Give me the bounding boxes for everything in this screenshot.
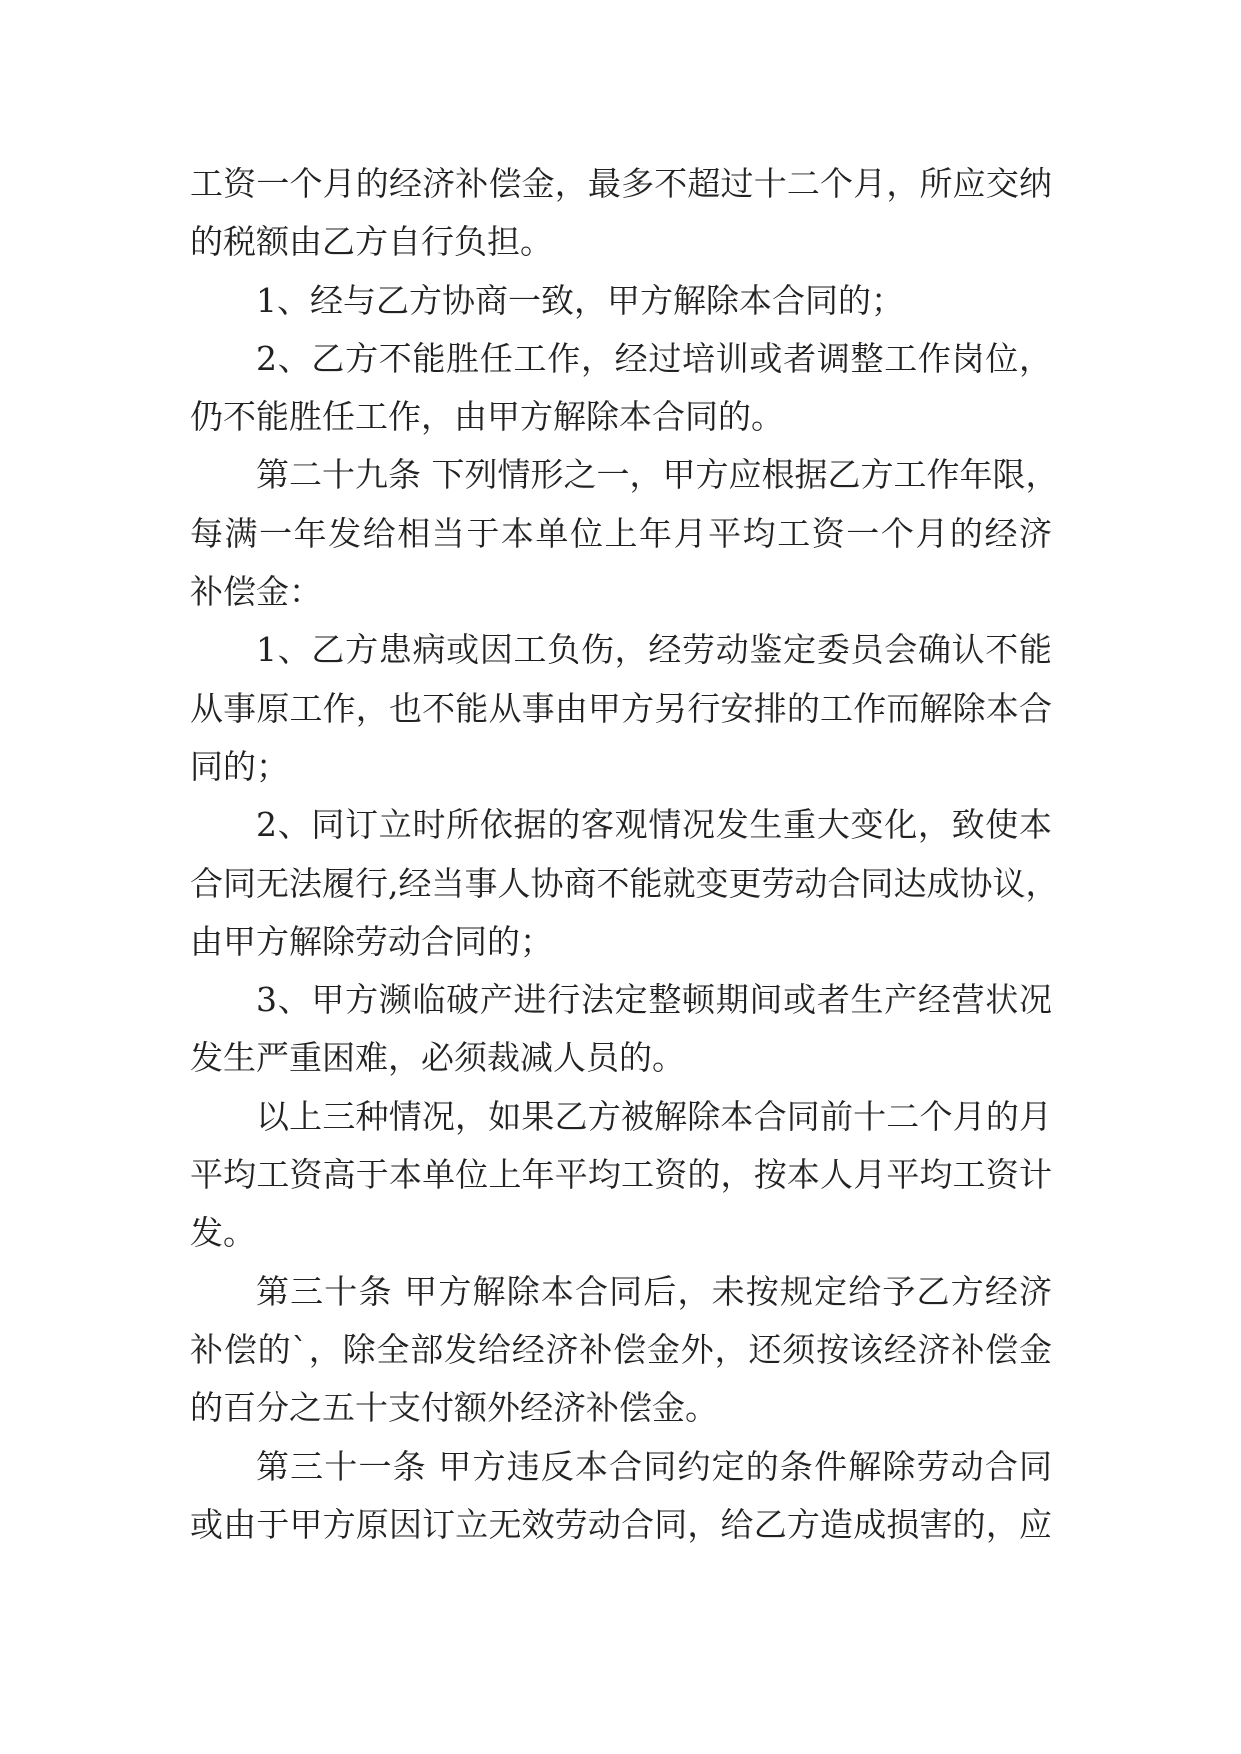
line-text: 发生严重困难，必须裁减人员的。	[190, 1038, 685, 1078]
text-line	[190, 1496, 1052, 1554]
paragraph	[190, 272, 1052, 330]
paragraph	[190, 621, 1052, 796]
text-line	[190, 796, 1052, 854]
paragraph	[190, 330, 1052, 447]
line-text: 补偿的`，除全部发给经济补偿金外，还须按该经济补偿金	[190, 1329, 1053, 1369]
line-text: 以上三种情况，如果乙方被解除本合同前十二个月的月	[256, 1096, 1053, 1136]
text-line	[190, 1263, 1052, 1321]
line-text: 的税额由乙方自行负担。	[190, 222, 553, 262]
line-text: 从事原工作，也不能从事由甲方另行安排的工作而解除本合	[190, 688, 1053, 728]
paragraph	[190, 1088, 1052, 1263]
text-line	[190, 1204, 1052, 1262]
paragraph	[190, 446, 1059, 621]
text-line	[190, 971, 1052, 1029]
line-text: 1、经与乙方协商一致，甲方解除本合同的；	[256, 280, 904, 320]
line-text: 合同无法履行,经当事人协商不能就变更劳动合同达成协议，	[190, 863, 1059, 903]
line-text: 发。	[190, 1213, 256, 1253]
line-text: 第二十九条 下列情形之一，甲方应根据乙方工作年限，	[256, 455, 1059, 495]
text-line	[190, 563, 1052, 621]
line-text: 2、乙方不能胜任工作，经过培训或者调整工作岗位，	[256, 338, 1053, 378]
text-line	[190, 1146, 1052, 1204]
text-line	[190, 913, 1052, 971]
text-line	[190, 680, 1052, 738]
line-text: 平均工资高于本单位上年平均工资的，按本人月平均工资计	[190, 1155, 1053, 1195]
line-text: 第三十一条 甲方违反本合同约定的条件解除劳动合同	[256, 1446, 1054, 1486]
line-text: 或由于甲方原因订立无效劳动合同，给乙方造成损害的，应	[190, 1504, 1053, 1544]
text-line	[190, 388, 1052, 446]
text-line	[190, 855, 1059, 913]
paragraph	[190, 1438, 1052, 1555]
text-line	[190, 272, 1052, 330]
line-text: 补偿金：	[190, 572, 322, 612]
line-text: 的百分之五十支付额外经济补偿金。	[190, 1388, 718, 1428]
text-line	[190, 738, 1052, 796]
line-text: 仍不能胜任工作，由甲方解除本合同的。	[190, 397, 784, 437]
text-line	[190, 446, 1059, 504]
text-line	[190, 155, 1052, 213]
line-text: 2、同订立时所依据的客观情况发生重大变化，致使本	[256, 805, 1053, 845]
text-line	[190, 213, 1052, 271]
line-text: 同的；	[190, 746, 289, 786]
text-line	[190, 1088, 1052, 1146]
paragraph	[190, 1263, 1052, 1438]
line-text: 每满一年发给相当于本单位上年月平均工资一个月的经济	[190, 513, 1054, 553]
text-line	[190, 1438, 1052, 1496]
document-body	[190, 155, 1059, 1554]
line-text: 工资一个月的经济补偿金，最多不超过十二个月，所应交纳	[190, 164, 1053, 203]
line-text: 3、甲方濒临破产进行法定整顿期间或者生产经营状况	[256, 980, 1053, 1020]
line-text: 第三十条 甲方解除本合同后，未按规定给予乙方经济	[256, 1271, 1054, 1311]
paragraph	[190, 796, 1059, 971]
line-text: 由甲方解除劳动合同的；	[190, 921, 553, 961]
text-line	[190, 330, 1052, 388]
text-line	[190, 1321, 1052, 1379]
line-text: 1、乙方患病或因工负伤，经劳动鉴定委员会确认不能	[256, 630, 1053, 670]
paragraph	[190, 971, 1052, 1088]
text-line	[190, 1029, 1052, 1087]
paragraph	[190, 155, 1052, 272]
text-line	[190, 1379, 1052, 1437]
text-line	[190, 621, 1052, 679]
text-line	[190, 505, 1052, 563]
